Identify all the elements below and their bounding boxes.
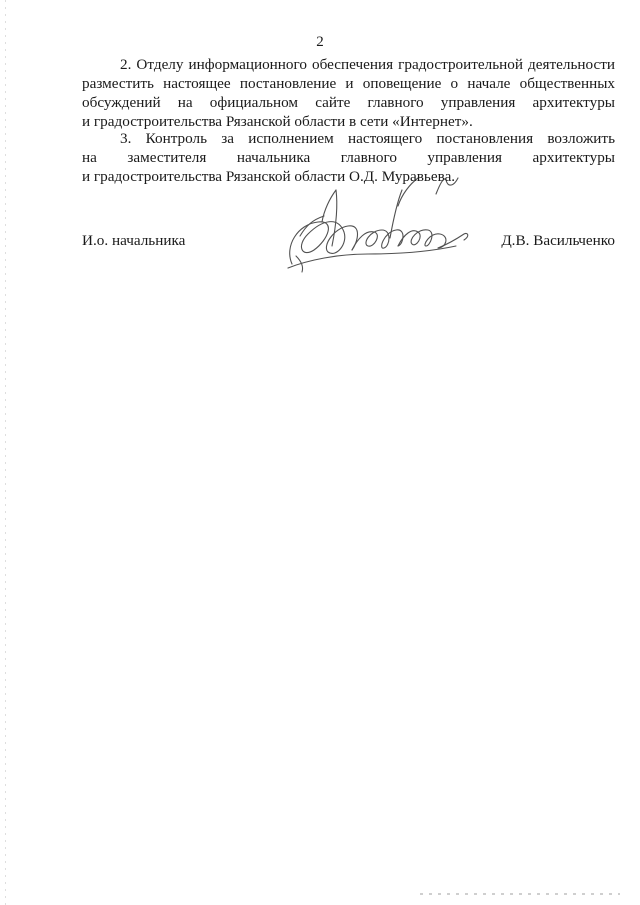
paragraph-2-line: разместить настоящее постановление и оповещение о начале общественных xyxy=(82,75,615,92)
paragraph-2-line: и градостроительства Рязанской области в сети «Интернет». xyxy=(82,113,473,130)
signature-block xyxy=(82,232,615,262)
paragraph-3-line: 3. Контроль за исполнением настоящего постановления возложить xyxy=(120,130,615,147)
scan-edge-artifact xyxy=(5,0,6,905)
paragraph-3-line: и градостроительства Рязанской области О.Д. Муравьева. xyxy=(82,168,456,185)
page-number: 2 xyxy=(316,34,324,50)
paragraph-3-line: на заместителя начальника главного управления архитектуры xyxy=(82,149,615,166)
paragraph-2-line: 2. Отделу информационного обеспечения градостроительной деятельности xyxy=(120,56,615,73)
paragraph-2-line: обсуждений на официальном сайте главного управления архитектуры xyxy=(82,94,615,111)
scan-footer-artifact xyxy=(420,893,620,895)
paragraph-2 xyxy=(82,55,615,131)
signatory-name: Д.В. Васильченко xyxy=(501,232,615,249)
signatory-title: И.о. начальника xyxy=(82,232,186,249)
